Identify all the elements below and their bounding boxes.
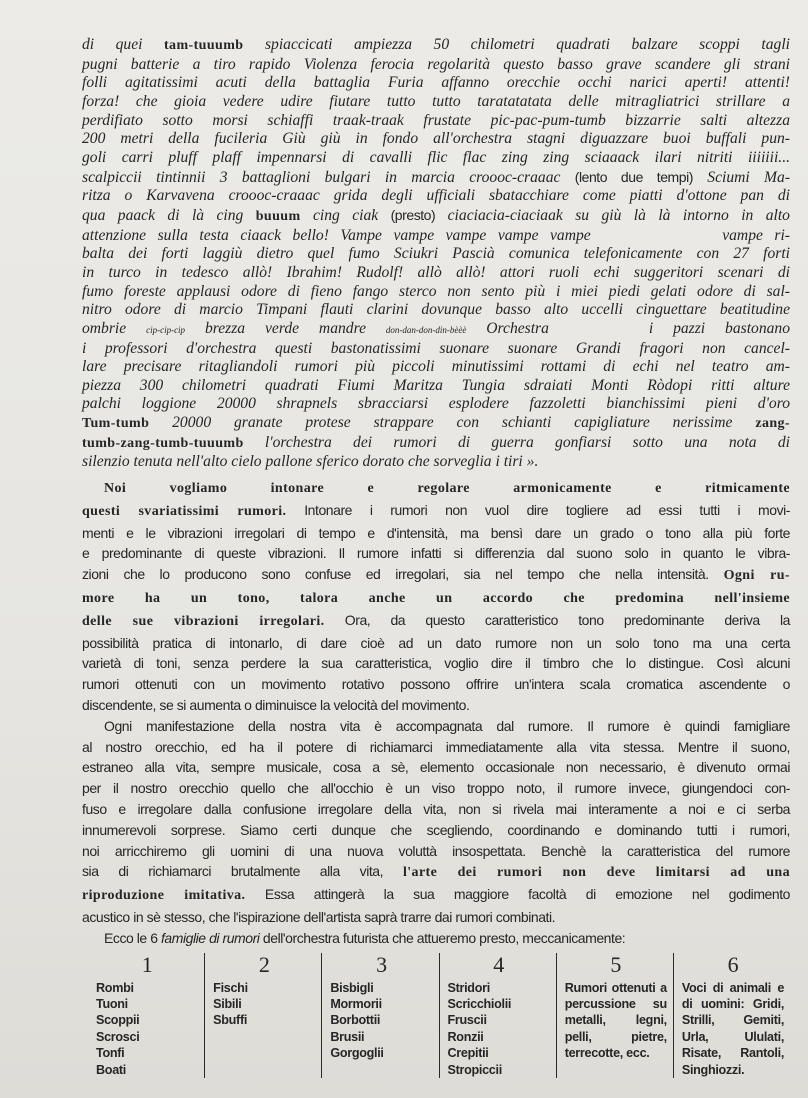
roman-text: varietà di toni, senza perdere la sua caratteristica, voglio dire il timbro che lo distingue. Così alcuni bbox=[82, 655, 790, 672]
roman-text: zioni che lo producono sono confuse ed irregolari, sia nel tempo che nella intensità. bbox=[82, 566, 724, 583]
roman-text: fuso e irregolare dalla confusione irregolare della vita, non si rivela mai interamente a noi e ci serba bbox=[82, 801, 790, 818]
roman-text: (presto) bbox=[390, 206, 436, 223]
noise-family-column bbox=[204, 953, 321, 1078]
roman-text: acustico in sè stesso, che l'ispirazione dell'artista saprà trarre dai rumori combinati. bbox=[82, 909, 556, 926]
family-item: Crepitii bbox=[447, 1046, 489, 1061]
family-item: Bisbigli bbox=[330, 980, 374, 995]
italic-text: ciaciacia-ciaciaak su giù là là intorno in alto bbox=[435, 206, 790, 224]
bold-text: buuum bbox=[255, 208, 301, 224]
text-line bbox=[82, 395, 790, 414]
italic-text: forza! che gioia vedere udire fiutare tutto tutto taratatatata delle mitragliatrici strillare a bbox=[82, 92, 790, 110]
roman-text: estraneo alla vita, sempre musicale, cosa a sè, elemento occasionale non necessario, è divenuto ormai bbox=[82, 759, 790, 776]
family-item: Scoppii bbox=[96, 1013, 140, 1028]
italic-text: ombrie bbox=[82, 319, 147, 337]
text-line bbox=[82, 56, 790, 75]
roman-text: Ogni manifestazione della nostra vita è accompagnata dal rumore. Il rumore è quindi famigliare bbox=[104, 717, 790, 734]
noise-family-column bbox=[439, 953, 556, 1078]
text-line bbox=[82, 187, 790, 206]
roman-text: Essa attingerà la sua maggiore facoltà di emozione nel godimento bbox=[245, 886, 790, 903]
italic-text: palchi loggione 20000 shrapnels sbracciarsi esplodere fazzoletti bianchissimi pieni d'oro bbox=[82, 395, 790, 413]
bold-text: Noi vogliamo intonare e regolare armonicamente e ritmicamente bbox=[104, 481, 790, 497]
small-italic-text: cip-cip-cip bbox=[146, 324, 186, 335]
family-item: Boati bbox=[96, 1062, 126, 1077]
italic-text: qua paack di là cing bbox=[82, 206, 256, 224]
text-line bbox=[82, 861, 790, 884]
text-line bbox=[82, 610, 790, 633]
text-line bbox=[82, 453, 790, 472]
text-line bbox=[82, 414, 790, 434]
text-line bbox=[82, 245, 790, 264]
text-line bbox=[82, 716, 790, 737]
text-line bbox=[82, 653, 790, 674]
italic-text: Sciumi Ma- bbox=[692, 168, 791, 186]
italic-text: brezza verde mandre bbox=[185, 319, 386, 337]
text-line bbox=[82, 543, 790, 564]
italic-text: fumo foreste applausi odore di fieno fango sterco non sento più i miei piedi gelati odore di sal- bbox=[82, 282, 790, 300]
family-item: Borbottii bbox=[330, 1013, 381, 1028]
roman-text: Ecco le 6 bbox=[104, 929, 161, 946]
family-item: Tonfi bbox=[96, 1046, 125, 1061]
italic-text: 20000 granate protese strappare con schianti capigliature nerissime bbox=[149, 414, 756, 432]
text-line bbox=[82, 74, 790, 93]
bold-text: delle sue vibrazioni irregolari. bbox=[82, 613, 325, 629]
noise-family-column bbox=[88, 953, 204, 1078]
family-item: Stropiccii bbox=[447, 1062, 502, 1077]
roman-text: dell'orchestra futurista che attueremo presto, meccanicamente: bbox=[259, 929, 626, 946]
noise-family-column bbox=[321, 953, 438, 1078]
family-item: Rombi bbox=[96, 980, 134, 995]
text-line bbox=[82, 227, 790, 246]
roman-text: e predominante di queste vibrazioni. Il rumore infatti si differenzia dal suono solo in quanto le vibra- bbox=[82, 545, 790, 562]
text-line bbox=[82, 778, 790, 799]
roman-text: sia di richiamarci brutalmente alla vita, bbox=[82, 863, 403, 880]
roman-text: innumerevoli sorprese. Siamo certi dunque che scegliendo, coordinando e dominando tutti i rumori, bbox=[82, 821, 790, 838]
bold-text: l'arte dei rumori non deve limitarsi ad una bbox=[402, 865, 790, 881]
bold-text: Ogni ru- bbox=[723, 568, 790, 584]
italic-text: attenzione sulla testa ciaack bello! Vampe vampe vampe vampe vampe bbox=[82, 226, 591, 244]
family-item: Sibili bbox=[213, 997, 242, 1012]
text-line bbox=[82, 206, 790, 227]
text-line bbox=[82, 587, 790, 610]
text-line bbox=[82, 695, 790, 716]
family-item: Gorgoglii bbox=[330, 1046, 384, 1061]
bold-text: questi svariatissimi rumori. bbox=[82, 503, 287, 519]
poem-passage bbox=[82, 36, 790, 472]
family-item: Mormorii bbox=[330, 997, 382, 1012]
family-number: 5 bbox=[610, 951, 622, 977]
italic-text: l'orchestra dei rumori di guerra gonfiarsi sotto una nota di bbox=[243, 433, 790, 451]
roman-text: discendente, se si aumenta o diminuisce la velocità del movimento. bbox=[82, 697, 470, 714]
italic-text: nitro odore di marcio Timpani flauti clarini dovunque basso alto uccelli cinguettare beatitudine bbox=[82, 301, 790, 319]
family-item: Fischi bbox=[213, 980, 248, 995]
paragraph bbox=[82, 928, 790, 949]
text-line bbox=[82, 434, 790, 454]
italic-text: pugni batterie a tiro rapido Violenza ferocia regolarità questo basso grave scandere gli strani bbox=[82, 55, 790, 73]
family-item: Stridori bbox=[447, 980, 490, 995]
family-item: Scrosci bbox=[96, 1029, 140, 1044]
text-line bbox=[82, 340, 790, 359]
italic-text: in turco in tedesco allò! Ibrahim! Rudolf! allò allò! attori ruoli echi suggeritori scenari di bbox=[82, 263, 790, 281]
text-line bbox=[82, 841, 790, 862]
text-line bbox=[82, 757, 790, 778]
italic-text: lare precisare ritagliandoli rumori più piccoli minutissimi rottami di echi nel teatro am- bbox=[82, 358, 790, 376]
text-line bbox=[82, 36, 790, 56]
text-line bbox=[82, 320, 790, 340]
text-line bbox=[82, 674, 790, 695]
paragraph bbox=[82, 477, 790, 716]
bold-text: tam-tuuumb bbox=[163, 38, 244, 53]
family-number: 4 bbox=[493, 951, 504, 977]
roman-text: noi arricchiremo gli uomini di una nuova voluttà insospettata. Benchè la caratteristica del rumore bbox=[82, 842, 790, 859]
family-number: 2 bbox=[258, 951, 270, 977]
text-line bbox=[82, 799, 790, 820]
bold-text: tumb-zang-tumb-tuuumb bbox=[82, 435, 244, 451]
family-description: Rumori ottenuti a percussione su metalli, legni, pelli, pietre, terrecotte, ecc. bbox=[564, 980, 667, 1061]
text-line bbox=[82, 907, 790, 928]
bold-text: zang- bbox=[755, 416, 790, 432]
roman-text: Ora, da questo caratteristico tono predominante deriva la bbox=[324, 611, 790, 628]
family-item: Scricchiolii bbox=[447, 997, 512, 1012]
italic-text: cing ciak bbox=[300, 206, 391, 224]
text-line bbox=[82, 93, 790, 112]
italic-text: di quei bbox=[82, 36, 164, 53]
family-item: Sbuffi bbox=[213, 1013, 248, 1028]
family-item: Ronzii bbox=[447, 1029, 484, 1044]
noise-family-column bbox=[556, 953, 673, 1078]
family-number: 3 bbox=[376, 951, 387, 977]
bold-text: more ha un tono, talora anche un accordo che predomina nell'insieme bbox=[82, 591, 790, 607]
essay-body bbox=[82, 477, 790, 949]
italic-text: 200 metri della fucileria Giù giù in fondo all'orchestra stagni diguazzare buoi buffali pun- bbox=[82, 130, 790, 148]
italic-text: famiglie di rumori bbox=[160, 929, 260, 946]
italic-text: vampe ri- bbox=[722, 226, 790, 244]
text-line bbox=[82, 149, 790, 168]
italic-text: goli carri pluff plaff impennarsi di cavalli flic flac zing zing sciaaack ilari nitriti iiiiiii... bbox=[82, 148, 790, 166]
italic-text: silenzio tenuta nell'alto cielo pallone sferico dorato che sorveglia i tiri ». bbox=[82, 453, 539, 471]
italic-text: balta dei forti laggiù dietro quel fumo Sciukri Pascià comunica telefonicamente con 27 forti bbox=[82, 245, 790, 263]
text-line bbox=[82, 130, 790, 149]
text-line bbox=[82, 283, 790, 302]
italic-text: Orchestra bbox=[466, 319, 549, 337]
text-line bbox=[82, 301, 790, 320]
italic-text: i professori d'orchestra questi bastonatissimi suonare suonare Grandi fragori non cancel- bbox=[82, 339, 790, 357]
paragraph bbox=[82, 716, 790, 928]
text-line bbox=[82, 523, 790, 544]
italic-text: ritza o Karvavena croooc-craaac grida degli ufficiali sbatacchiare come piatti d'ottone pan di bbox=[82, 187, 790, 205]
text-line bbox=[82, 477, 790, 500]
italic-text: spiaccicati ampiezza 50 chilometri quadrati balzare scoppi tagli bbox=[243, 36, 790, 53]
family-number: 6 bbox=[727, 951, 739, 977]
roman-text: rumori ottenuti con un movimento rotativo possono offrire un'intera scala cromatica ascendente o bbox=[82, 676, 790, 693]
noise-families-table bbox=[88, 953, 790, 1078]
text-line bbox=[82, 500, 790, 523]
roman-text: possibilità pratica di intonarlo, di dare cioè ad un dato rumore non un solo tono ma una certa bbox=[82, 634, 790, 651]
noise-family-column bbox=[673, 953, 790, 1078]
text-line bbox=[82, 168, 790, 188]
family-item: Tuoni bbox=[96, 997, 128, 1012]
text-line bbox=[82, 112, 790, 131]
text-line bbox=[82, 820, 790, 841]
text-line bbox=[82, 358, 790, 377]
text-line bbox=[82, 928, 790, 949]
family-number: 1 bbox=[141, 951, 153, 977]
roman-text: al nostro orecchio, ed ha il potere di richiamarci immediatamente alla vita stessa. Mentre il suono, bbox=[82, 738, 790, 755]
text-line bbox=[82, 737, 790, 758]
roman-text: (lento due tempi) bbox=[574, 168, 693, 185]
text-line bbox=[82, 633, 790, 654]
roman-text: per il nostro orecchio quello che all'occhio è un viso troppo noto, il rumore invece, giungendoci con- bbox=[82, 780, 790, 797]
family-item: Brusii bbox=[330, 1029, 365, 1044]
roman-text: Intonare i rumori non vuol dire togliere ad essi tutti i movi- bbox=[286, 501, 790, 518]
family-description: Voci di animali e di uomini: Gridi, Strilli, Gemiti, Urla, Ululati, Risate, Rantoli, Singhiozzi. bbox=[681, 980, 785, 1077]
text-line bbox=[82, 377, 790, 396]
family-item: Fruscii bbox=[447, 1013, 487, 1028]
italic-text: perdifiato sotto morsi schiaffi traak-traak frustate pic-pac-pum-tumb bizzarrie salti altezza bbox=[82, 111, 790, 129]
roman-text: menti e le vibrazioni irregolari di tempo e d'intensità, ma bensì dare un grado o tono alla più forte bbox=[82, 524, 790, 541]
text-line bbox=[82, 564, 790, 587]
italic-text: piezza 300 chilometri quadrati Fiumi Maritza Tungia sdraiati Monti Ròdopi ritti alture bbox=[82, 376, 790, 394]
text-line bbox=[82, 264, 790, 283]
bold-text: Tum-tumb bbox=[82, 416, 150, 432]
italic-text: folli agitatissimi acuti della battaglia Furia affanno orecchie occhi narici aperti! attenti! bbox=[82, 74, 790, 92]
italic-text: i pazzi bastonano bbox=[648, 319, 791, 337]
text-line bbox=[82, 884, 790, 907]
small-italic-text: don-dan-don-din-bèèè bbox=[385, 324, 467, 335]
bold-text: riproduzione imitativa. bbox=[82, 888, 246, 904]
italic-text: scalpiccii tintinnii 3 battaglioni bulgari in marcia croooc-craaac bbox=[82, 168, 575, 186]
